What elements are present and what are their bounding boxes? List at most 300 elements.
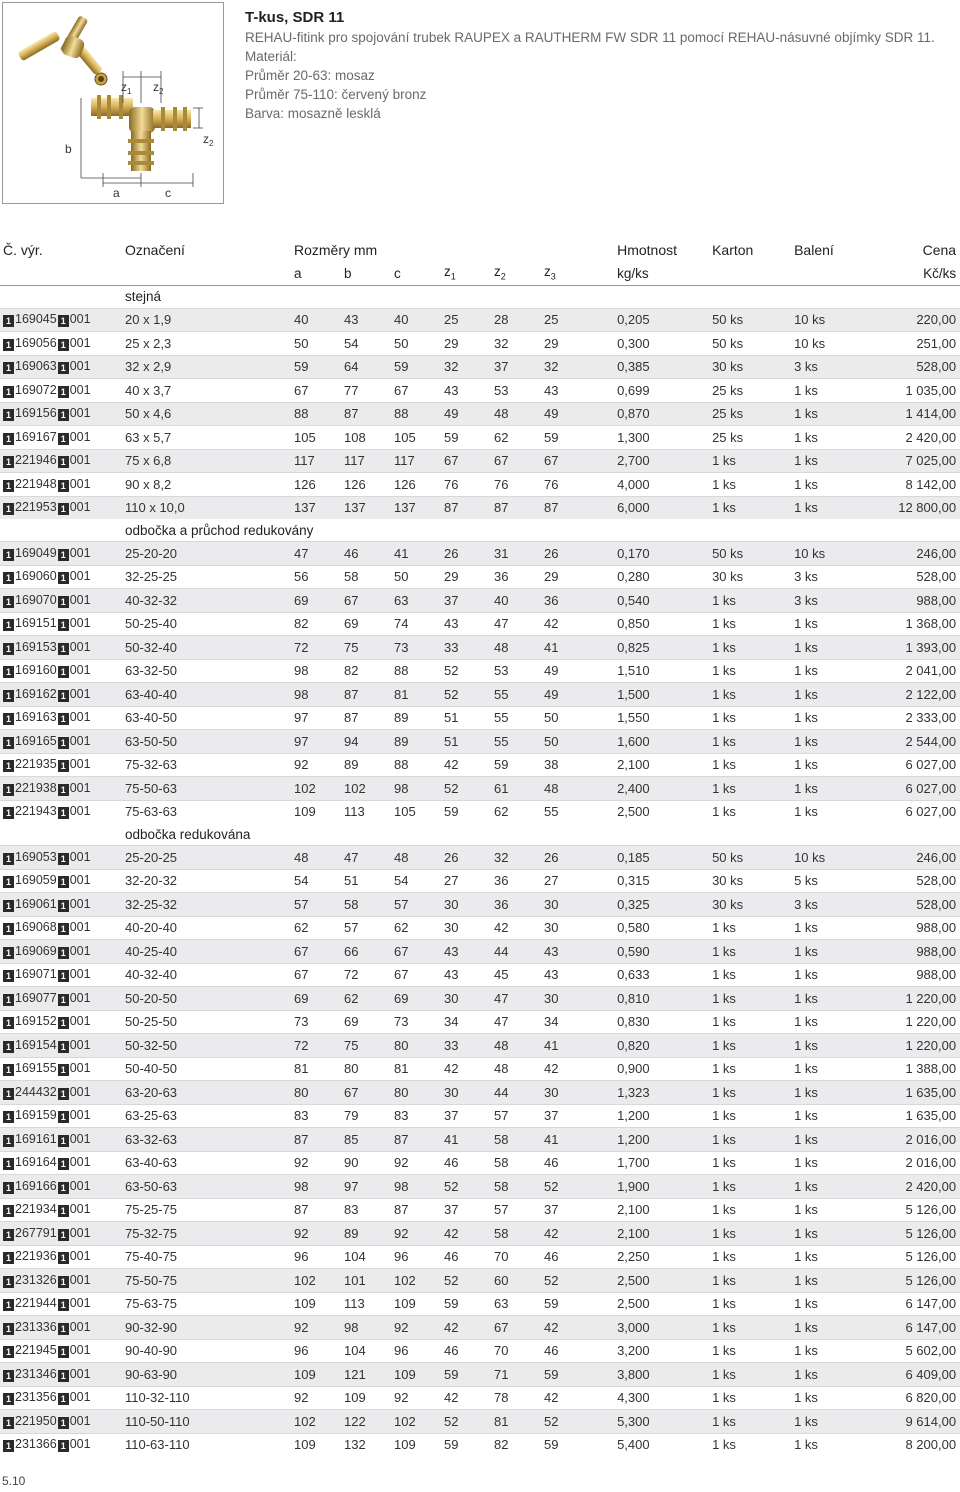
pack-cell: 1 ks [794,1128,874,1152]
dim-z2-cell: 57 [494,1198,544,1222]
designation-cell: 75-50-75 [125,1269,294,1293]
article-number [0,1245,125,1269]
carton-cell: 30 ks [712,869,794,893]
article-code: 169166 [15,1178,57,1193]
table-row [0,1339,960,1363]
weight-cell: 0,540 [617,589,712,613]
marker-icon: 1 [58,666,69,678]
dim-c-cell: 40 [394,308,444,332]
dim-z3-cell: 52 [544,1269,617,1293]
dim-b-cell: 58 [344,565,394,589]
table-row [0,1104,960,1128]
price-cell: 5 126,00 [874,1245,960,1269]
pack-cell: 1 ks [794,1269,874,1293]
dim-z3-cell: 42 [544,1222,617,1246]
dim-z2-cell: 45 [494,963,544,987]
dim-b-cell: 72 [344,963,394,987]
label-b: b [65,142,72,156]
marker-icon: 1 [3,386,14,398]
table-row [0,963,960,987]
marker-icon: 1 [3,1135,14,1147]
dim-b-cell: 64 [344,355,394,379]
marker-icon: 1 [58,1252,69,1264]
dim-z1-cell: 29 [444,565,494,589]
article-suffix: 001 [69,1131,91,1146]
dim-z2-cell: 53 [494,659,544,683]
dim-a-cell: 73 [294,1010,344,1034]
table-row [0,1081,960,1105]
article-code: 221938 [15,780,57,795]
table-row [0,612,960,636]
price-cell: 6 147,00 [874,1316,960,1340]
article-number [0,940,125,964]
article-suffix: 001 [69,1225,91,1240]
article-suffix: 001 [69,967,91,982]
weight-cell: 1,510 [617,659,712,683]
weight-cell: 2,100 [617,753,712,777]
dim-z1-cell: 52 [444,683,494,707]
dim-z1-cell: 26 [444,542,494,566]
pack-cell: 1 ks [794,1386,874,1410]
dim-z2-cell: 59 [494,753,544,777]
designation-cell: 75-25-75 [125,1198,294,1222]
pack-cell: 1 ks [794,1339,874,1363]
price-cell: 988,00 [874,963,960,987]
marker-icon: 1 [3,1417,14,1429]
dim-z1-cell: 52 [444,777,494,801]
dim-a-cell: 87 [294,1198,344,1222]
article-suffix: 001 [69,943,91,958]
article-number [0,1363,125,1387]
weight-cell: 1,700 [617,1151,712,1175]
article-code: 169060 [15,569,57,584]
marker-icon: 1 [58,807,69,819]
price-cell: 6 820,00 [874,1386,960,1410]
table-row [0,1269,960,1293]
dim-c-cell: 54 [394,869,444,893]
table-row [0,542,960,566]
marker-icon: 1 [3,1158,14,1170]
pack-cell: 1 ks [794,940,874,964]
table-row [0,940,960,964]
price-cell: 6 409,00 [874,1363,960,1387]
dim-z3-cell: 67 [544,449,617,473]
designation-cell: 75 x 6,8 [125,449,294,473]
article-code: 231326 [15,1272,57,1287]
section-heading-row [0,519,960,542]
article-number [0,308,125,332]
designation-cell: 32-25-25 [125,565,294,589]
dim-z2-cell: 67 [494,449,544,473]
dim-b-cell: 98 [344,1316,394,1340]
designation-cell: 110-50-110 [125,1410,294,1434]
section-title: stejná [125,289,162,304]
dim-z1-cell: 30 [444,893,494,917]
marker-icon: 1 [58,1111,69,1123]
article-number [0,1222,125,1246]
pack-cell: 10 ks [794,332,874,356]
dim-z1-cell: 52 [444,1410,494,1434]
article-number [0,636,125,660]
article-code: 169071 [15,967,57,982]
article-code: 169077 [15,990,57,1005]
article-code: 169164 [15,1155,57,1170]
marker-icon: 1 [3,737,14,749]
marker-icon: 1 [58,784,69,796]
article-number [0,963,125,987]
dim-z1-cell: 59 [444,1292,494,1316]
dim-z2-cell: 36 [494,565,544,589]
marker-icon: 1 [3,1276,14,1288]
table-row [0,565,960,589]
dim-z2-cell: 58 [494,1128,544,1152]
article-code: 244432 [15,1084,57,1099]
price-cell: 220,00 [874,308,960,332]
dim-b-cell: 101 [344,1269,394,1293]
dim-c-cell: 98 [394,777,444,801]
marker-icon: 1 [3,1252,14,1264]
marker-icon: 1 [58,596,69,608]
dim-z3-cell: 25 [544,308,617,332]
marker-icon: 1 [3,666,14,678]
carton-cell: 1 ks [712,449,794,473]
designation-cell: 90 x 8,2 [125,473,294,497]
dim-z3-cell: 49 [544,402,617,426]
weight-cell: 0,870 [617,402,712,426]
col-z2: $z_2$ [494,262,544,285]
article-suffix: 001 [69,1437,91,1452]
carton-cell: 1 ks [712,940,794,964]
dim-z2-cell: 47 [494,612,544,636]
article-suffix: 001 [69,639,91,654]
price-cell: 1 635,00 [874,1081,960,1105]
article-suffix: 001 [69,592,91,607]
dim-b-cell: 87 [344,683,394,707]
weight-cell: 0,850 [617,612,712,636]
marker-icon: 1 [3,853,14,865]
dim-a-cell: 97 [294,706,344,730]
dim-z3-cell: 46 [544,1245,617,1269]
dim-z2-cell: 82 [494,1433,544,1456]
dim-b-cell: 83 [344,1198,394,1222]
dim-z2-cell: 55 [494,706,544,730]
dim-a-cell: 67 [294,940,344,964]
article-number [0,1081,125,1105]
marker-icon: 1 [3,900,14,912]
pack-cell: 1 ks [794,1057,874,1081]
dim-a-cell: 81 [294,1057,344,1081]
price-cell: 2 016,00 [874,1151,960,1175]
article-suffix: 001 [69,780,91,795]
article-suffix: 001 [69,873,91,888]
dim-c-cell: 126 [394,473,444,497]
dim-c-cell: 92 [394,1151,444,1175]
dim-z1-cell: 59 [444,1363,494,1387]
dim-b-cell: 94 [344,730,394,754]
description-line: REHAU-fitink pro spojování trubek RAUPEX a RAUTHERM FW SDR 11 pomocí REHAU-násuvné objímky SDR 11. [245,30,935,45]
pack-cell: 1 ks [794,987,874,1011]
col-dimensions: Rozměry mm [294,242,378,258]
dim-a-cell: 92 [294,753,344,777]
dim-a-cell: 109 [294,1363,344,1387]
weight-cell: 3,800 [617,1363,712,1387]
designation-cell: 75-40-75 [125,1245,294,1269]
article-number [0,659,125,683]
marker-icon: 1 [58,1041,69,1053]
page-number: 5.10 [2,1474,26,1488]
dim-z2-cell: 48 [494,402,544,426]
designation-cell: 75-32-75 [125,1222,294,1246]
article-number [0,800,125,823]
dim-b-cell: 80 [344,1057,394,1081]
dim-z1-cell: 59 [444,800,494,823]
dim-c-cell: 92 [394,1386,444,1410]
article-code: 221945 [15,1343,57,1358]
article-code: 169163 [15,710,57,725]
pack-cell: 1 ks [794,659,874,683]
article-code: 169056 [15,335,57,350]
carton-cell: 1 ks [712,1222,794,1246]
table-row [0,308,960,332]
pack-cell: 3 ks [794,355,874,379]
pack-cell: 1 ks [794,449,874,473]
pack-cell: 1 ks [794,426,874,450]
article-code: 169059 [15,873,57,888]
dim-z3-cell: 48 [544,777,617,801]
pack-cell: 3 ks [794,893,874,917]
dim-c-cell: 87 [394,1128,444,1152]
marker-icon: 1 [3,1205,14,1217]
dim-b-cell: 54 [344,332,394,356]
dim-a-cell: 83 [294,1104,344,1128]
article-suffix: 001 [69,896,91,911]
price-cell: 6 027,00 [874,777,960,801]
table-row [0,332,960,356]
dim-z2-cell: 87 [494,496,544,519]
carton-cell: 30 ks [712,565,794,589]
weight-cell: 0,300 [617,332,712,356]
marker-icon: 1 [58,690,69,702]
carton-cell: 30 ks [712,355,794,379]
dim-c-cell: 109 [394,1292,444,1316]
marker-icon: 1 [58,619,69,631]
dim-b-cell: 77 [344,379,394,403]
pack-cell: 1 ks [794,612,874,636]
article-number [0,1010,125,1034]
pack-cell: 1 ks [794,916,874,940]
dim-b-cell: 66 [344,940,394,964]
designation-cell: 90-63-90 [125,1363,294,1387]
dim-z2-cell: 36 [494,869,544,893]
dim-a-cell: 109 [294,800,344,823]
pack-cell: 1 ks [794,1175,874,1199]
table-row [0,496,960,519]
main-tee-icon [91,95,191,171]
dim-z3-cell: 76 [544,473,617,497]
dim-b-cell: 113 [344,800,394,823]
article-suffix: 001 [69,1014,91,1029]
dim-z3-cell: 43 [544,940,617,964]
dim-z2-cell: 37 [494,355,544,379]
table-row [0,777,960,801]
pack-cell: 1 ks [794,496,874,519]
marker-icon: 1 [58,900,69,912]
carton-cell: 1 ks [712,1104,794,1128]
dim-z3-cell: 59 [544,1433,617,1456]
carton-cell: 1 ks [712,963,794,987]
weight-cell: 1,600 [617,730,712,754]
table-row [0,636,960,660]
marker-icon: 1 [58,362,69,374]
dim-a-cell: 72 [294,1034,344,1058]
carton-cell: 1 ks [712,1269,794,1293]
dim-a-cell: 98 [294,683,344,707]
article-suffix: 001 [69,545,91,560]
price-cell: 1 635,00 [874,1104,960,1128]
dim-z1-cell: 43 [444,940,494,964]
pack-cell: 1 ks [794,706,874,730]
pack-cell: 1 ks [794,800,874,823]
dim-z2-cell: 71 [494,1363,544,1387]
carton-cell: 50 ks [712,332,794,356]
dim-b-cell: 82 [344,659,394,683]
article-suffix: 001 [69,1202,91,1217]
marker-icon: 1 [3,690,14,702]
marker-icon: 1 [58,1017,69,1029]
article-code: 231366 [15,1437,57,1452]
label-z1: $z_1$ [121,80,132,96]
dim-z1-cell: 46 [444,1245,494,1269]
price-cell: 1 368,00 [874,612,960,636]
dim-c-cell: 80 [394,1034,444,1058]
marker-icon: 1 [3,760,14,772]
designation-cell: 90-32-90 [125,1316,294,1340]
designation-cell: 40-25-40 [125,940,294,964]
designation-cell: 75-32-63 [125,753,294,777]
marker-icon: 1 [58,456,69,468]
article-code: 221946 [15,453,57,468]
dim-z2-cell: 58 [494,1222,544,1246]
designation-cell: 25 x 2,3 [125,332,294,356]
pack-cell: 1 ks [794,753,874,777]
col-a: a [294,262,344,285]
weight-cell: 0,325 [617,893,712,917]
article-suffix: 001 [69,804,91,819]
tee-fitting-drawing [3,3,223,203]
article-number [0,1128,125,1152]
dim-a-cell: 56 [294,565,344,589]
carton-cell: 1 ks [712,1034,794,1058]
pack-cell: 1 ks [794,1433,874,1456]
dim-c-cell: 88 [394,402,444,426]
article-number [0,1316,125,1340]
dim-c-cell: 98 [394,1175,444,1199]
table-row [0,753,960,777]
dim-c-cell: 73 [394,636,444,660]
carton-cell: 1 ks [712,473,794,497]
dim-c-cell: 62 [394,916,444,940]
dim-c-cell: 50 [394,332,444,356]
article-code: 221953 [15,500,57,515]
article-code: 231336 [15,1319,57,1334]
price-cell: 2 122,00 [874,683,960,707]
marker-icon: 1 [3,572,14,584]
dim-b-cell: 104 [344,1245,394,1269]
dim-z1-cell: 42 [444,1316,494,1340]
dim-a-cell: 67 [294,379,344,403]
marker-icon: 1 [58,1323,69,1335]
dim-z2-cell: 31 [494,542,544,566]
designation-cell: 50-32-40 [125,636,294,660]
dim-c-cell: 89 [394,706,444,730]
carton-cell: 25 ks [712,426,794,450]
carton-cell: 1 ks [712,1339,794,1363]
weight-cell: 0,315 [617,869,712,893]
dim-z3-cell: 59 [544,426,617,450]
designation-cell: 63-32-50 [125,659,294,683]
dim-z2-cell: 63 [494,1292,544,1316]
marker-icon: 1 [3,1370,14,1382]
dim-z1-cell: 37 [444,1198,494,1222]
dim-a-cell: 96 [294,1339,344,1363]
marker-icon: 1 [58,1182,69,1194]
price-cell: 1 388,00 [874,1057,960,1081]
dim-z2-cell: 81 [494,1410,544,1434]
price-cell: 5 126,00 [874,1269,960,1293]
dim-b-cell: 51 [344,869,394,893]
dim-c-cell: 74 [394,612,444,636]
weight-cell: 3,200 [617,1339,712,1363]
dim-c-cell: 80 [394,1081,444,1105]
dim-z1-cell: 30 [444,916,494,940]
article-suffix: 001 [69,1272,91,1287]
dim-b-cell: 57 [344,916,394,940]
marker-icon: 1 [3,362,14,374]
weight-cell: 2,100 [617,1222,712,1246]
dim-a-cell: 97 [294,730,344,754]
marker-icon: 1 [3,409,14,421]
carton-cell: 1 ks [712,777,794,801]
dim-c-cell: 73 [394,1010,444,1034]
article-code: 169063 [15,359,57,374]
dim-z3-cell: 30 [544,1081,617,1105]
marker-icon: 1 [3,1299,14,1311]
dim-z2-cell: 44 [494,1081,544,1105]
pack-cell: 1 ks [794,1222,874,1246]
designation-cell: 63-50-50 [125,730,294,754]
dim-z2-cell: 36 [494,893,544,917]
article-code: 169152 [15,1014,57,1029]
table-row [0,1198,960,1222]
dim-z2-cell: 70 [494,1245,544,1269]
weight-cell: 0,385 [617,355,712,379]
article-number [0,449,125,473]
dim-a-cell: 117 [294,449,344,473]
article-number [0,1386,125,1410]
dim-z1-cell: 46 [444,1151,494,1175]
marker-icon: 1 [3,596,14,608]
dim-a-cell: 98 [294,1175,344,1199]
dim-b-cell: 67 [344,589,394,613]
dim-z3-cell: 50 [544,706,617,730]
table-row [0,402,960,426]
marker-icon: 1 [58,713,69,725]
section-title: odbočka a průchod redukovány [125,522,314,538]
article-number [0,753,125,777]
dim-z2-cell: 62 [494,800,544,823]
dim-a-cell: 47 [294,542,344,566]
designation-cell: 50-25-50 [125,1010,294,1034]
